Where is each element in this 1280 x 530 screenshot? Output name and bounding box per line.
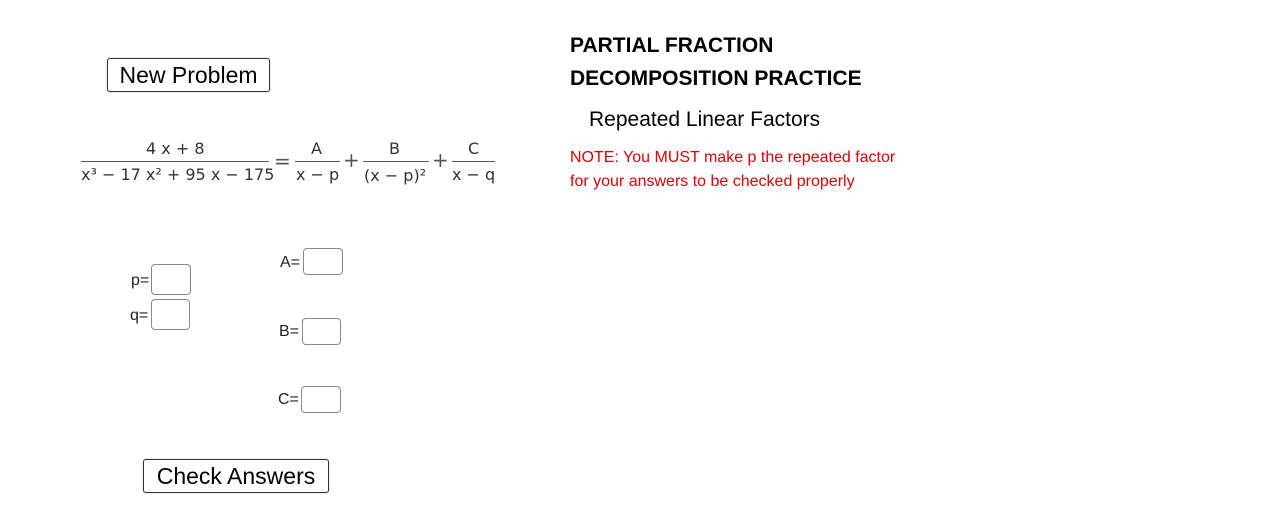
note-line-1: NOTE: You MUST make p the repeated factor xyxy=(570,149,896,166)
page-title-line-1: PARTIAL FRACTION xyxy=(570,34,774,57)
equals-sign: = xyxy=(274,149,291,173)
plus-sign-1: + xyxy=(343,148,360,172)
q-label: q= xyxy=(130,307,149,324)
a-input[interactable] xyxy=(303,248,343,275)
c-input[interactable] xyxy=(301,386,341,413)
page-title-line-2: DECOMPOSITION PRACTICE xyxy=(570,67,862,90)
plus-sign-2: + xyxy=(432,148,449,172)
p-label: p= xyxy=(131,272,150,289)
term-b-fraction-bar xyxy=(363,161,429,162)
p-input[interactable] xyxy=(151,264,191,295)
lhs-fraction-bar xyxy=(81,161,269,162)
new-problem-button[interactable]: New Problem xyxy=(107,58,270,92)
b-input[interactable] xyxy=(302,318,341,345)
page-subtitle: Repeated Linear Factors xyxy=(589,108,821,131)
term-c-denominator: x − q xyxy=(452,165,496,184)
term-c-fraction-bar xyxy=(452,161,495,162)
term-b-numerator: B xyxy=(389,139,400,158)
c-label: C= xyxy=(278,391,299,408)
term-a-denominator: x − p xyxy=(296,165,340,184)
lhs-numerator: 4 x + 8 xyxy=(146,139,205,158)
a-label: A= xyxy=(280,254,301,271)
note-line-2: for your answers to be checked properly xyxy=(570,173,855,190)
term-a-fraction-bar xyxy=(295,161,340,162)
lhs-denominator: x³ − 17 x² + 95 x − 175 xyxy=(81,165,275,184)
q-input[interactable] xyxy=(151,299,190,330)
term-a-numerator: A xyxy=(311,139,322,158)
term-b-denominator: (x − p)² xyxy=(364,166,427,185)
check-answers-button[interactable]: Check Answers xyxy=(143,459,329,493)
b-label: B= xyxy=(279,323,300,340)
term-c-numerator: C xyxy=(468,139,480,158)
